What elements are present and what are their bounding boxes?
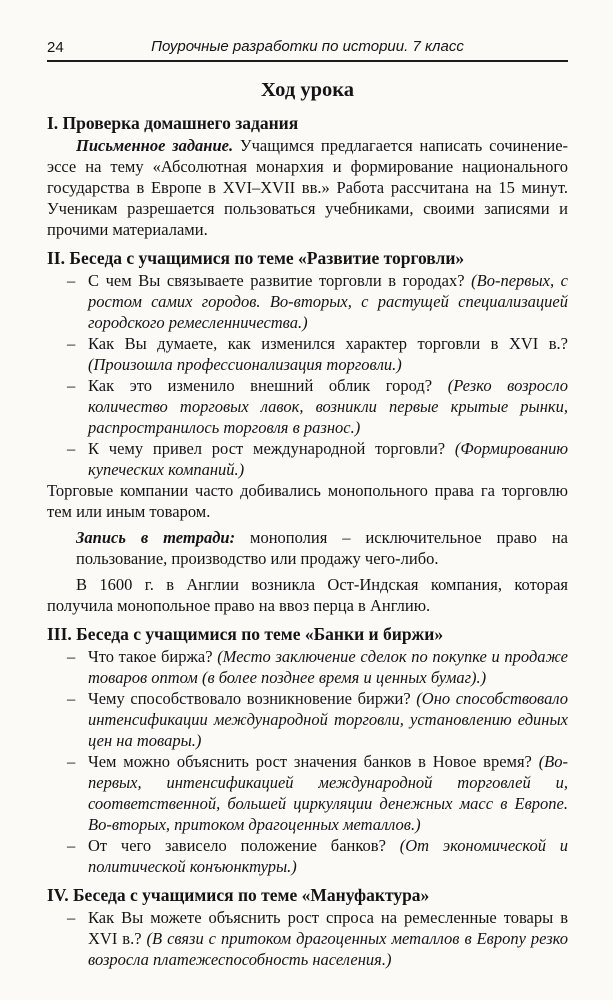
paragraph-text: Учащимся предлагается написать сочинение-эссе на тему «Абсолютная монархия и формирование национального государства в Европе в XVI–XVII вв.» Работа рассчитана на 15 минут. Ученикам разрешается пользоваться учебниками, своими записями и прочими материалами. [47,136,569,239]
page-number: 24 [47,39,64,56]
section-homework-check [47,112,568,240]
list-item [47,646,568,688]
question-text: Как Вы можете объяснить рост спроса на ремесленные товары в XVI в.? [88,908,568,948]
question-text: Что такое биржа? [88,647,213,666]
section-heading: III. Беседа с учащимися по теме «Банки и биржи» [47,624,444,644]
dash-marker: – [67,334,76,353]
question-text: Как это изменило внешний облик город? [88,376,433,395]
dash-marker: – [67,376,76,395]
list-item [47,333,568,375]
answer-text: (Формированию купеческих компаний.) [88,439,569,479]
section-heading: II. Беседа с учащимися по теме «Развитие торговли» [47,248,465,268]
section-banks-exchanges [47,623,568,877]
dash-marker: – [67,752,76,771]
answer-text: (Оно способствовало интенсификации международной торговли, установлению единых цен на товары.) [88,689,569,750]
answer-text: (Во-первых, с ростом самих городов. Во-вторых, с растущей специализацией городского ремесленничества.) [88,271,568,332]
list-item [47,438,568,480]
list-item [47,751,568,835]
list-item [47,270,568,333]
section-trade-development [47,247,568,616]
list-item [47,688,568,751]
dash-marker: – [67,908,76,927]
question-text: К чему привел рост международной торговли? [88,439,446,458]
list-item [47,907,568,970]
question-text: Чему способствовало возникновение биржи? [88,689,411,708]
answer-text: (От экономической и политической конъюнктуры.) [88,836,569,876]
page-title: Ход урока [261,79,354,101]
answer-text: (Произошла профессионализация торговли.) [88,355,402,374]
running-header [47,36,568,62]
paragraph: В 1600 г. в Англии возникла Ост-Индская компания, которая получила монопольное право на ввоз перца в Англию. [47,575,568,615]
question-list [47,907,568,970]
question-list [47,270,568,480]
answer-text: (Место заключение сделок по покупке и продаже товаров оптом (в более позднее время и ценных бумаг).) [88,647,568,687]
section-heading: IV. Беседа с учащимися по теме «Мануфактура» [47,885,430,905]
answer-text: (В связи с притоком драгоценных металлов в Европу резко возросла платежеспособность населения.) [88,929,569,969]
dash-marker: – [67,647,76,666]
list-item [47,375,568,438]
note-text: монополия – исключительное право на пользование, производство или продажу чего-либо. [76,528,569,568]
section-manufactory [47,884,568,970]
paragraph [47,135,568,240]
list-item [47,835,568,877]
dash-marker: – [67,836,76,855]
notebook-note [76,527,568,569]
question-text: Как Вы думаете, как изменился характер торговли в XVI в.? [88,334,568,353]
running-title: Поурочные разработки по истории. 7 класс [151,38,464,55]
answer-text: (Резко возросло количество торговых лавок, возникли первые крытые рынки, распространилось торговля в разнос.) [88,376,569,437]
dash-marker: – [67,689,76,708]
paragraph-lead: Письменное задание. [76,136,234,155]
dash-marker: – [67,439,76,458]
section-heading: I. Проверка домашнего задания [47,113,299,133]
dash-marker: – [67,271,76,290]
question-text: От чего зависело положение банков? [88,836,386,855]
question-text: Чем можно объяснить рост значения банков в Новое время? [88,752,532,771]
question-text: С чем Вы связываете развитие торговли в городах? [88,271,465,290]
note-lead: Запись в тетради: [76,528,236,547]
answer-text: (Во-первых, интенсификацией международной торговлей и, соответственной, большей циркуляции денежных масс в Европе. Во-вторых, притоком драгоценных металлов.) [88,752,569,834]
paragraph: Торговые компании часто добивались монопольного права га торговлю тем или иным товаром. [47,481,568,521]
question-list [47,646,568,877]
